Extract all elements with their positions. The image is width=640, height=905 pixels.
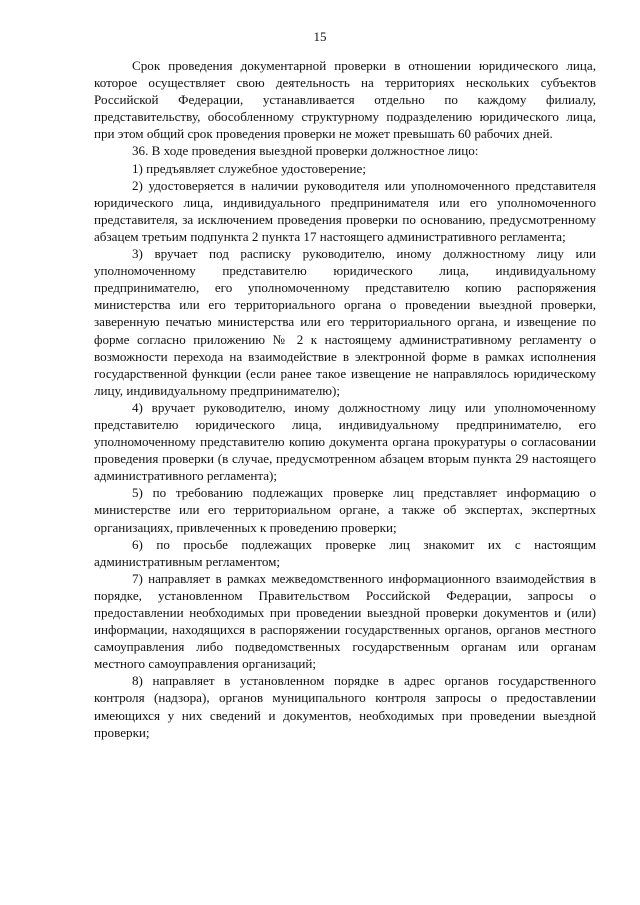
body-text <box>94 57 596 741</box>
list-item-6: 6) по просьбе подлежащих проверке лиц знакомит их с настоящим административным регламентом; <box>94 536 596 569</box>
list-item-8: 8) направляет в установленном порядке в адрес органов государственного контроля (надзора), органов муниципального контроля запросы о предоставлении имеющихся у них сведений и документов, необходимых при проведении выездной проверки; <box>94 673 596 740</box>
list-item-7: 7) направляет в рамках межведомственного информационного взаимодействия в порядке, установленном Правительством Российской Федерации, запросы о предоставлении необходимых при проведении выездной проверки документов и (или) информации, находящихся в распоряжении государственных органов, органов местного самоуправления либо подведомственных государственным органам или органам местного самоуправления организаций; <box>94 570 596 672</box>
paragraph-inspection-duration: Срок проведения документарной проверки в отношении юридического лица, которое осуществляет свою деятельность на территориях нескольких субъектов Российской Федерации, устанавливается отдельно по каждому филиалу, представительству, обособленному структурному подразделению юридического лица, при этом общий срок проведения проверки не может превышать 60 рабочих дней. <box>94 58 596 142</box>
list-item-2: 2) удостоверяется в наличии руководителя или уполномоченного представителя юридического лица, индивидуального предпринимателя или его уполномоченного представителя, за исключением проведения проверки по основанию, предусмотренному абзацем третьим подпункта 2 пункта 17 настоящего административного регламента; <box>94 177 596 244</box>
list-item-5: 5) по требованию подлежащих проверке лиц представляет информацию о министерстве или его территориальном органе, а также об экспертах, экспертных организациях, привлеченных к проведению проверки; <box>94 485 596 535</box>
list-item-4: 4) вручает руководителю, иному должностному лицу или уполномоченному представителю юридического лица, индивидуальному предпринимателю, его уполномоченному представителю копию документа органа прокуратуры о согласовании проведения проверки (в случае, предусмотренном абзацем вторым пункта 29 настоящего административного регламента); <box>94 399 596 484</box>
list-item-1: 1) предъявляет служебное удостоверение; <box>132 160 366 176</box>
page-number: 15 <box>313 29 327 44</box>
paragraph-item-36: 36. В ходе проведения выездной проверки должностное лицо: <box>132 143 479 159</box>
list-item-3: 3) вручает под расписку руководителю, иному должностному лицу или уполномоченному представителю юридического лица, индивидуальному предпринимателю, его уполномоченному представителю копию распоряжения министерства или его территориального органа о проведении выездной проверки, заверенную печатью министерства или его территориального органа, и извещение по форме согласно приложению № 2 к настоящему административному регламенту о возможности перехода на взаимодействие в электронной форме в рамках исполнения государственной функции (если ранее такое извещение не направлялось юридическому лицу, индивидуальному предпринимателю); <box>94 246 596 398</box>
